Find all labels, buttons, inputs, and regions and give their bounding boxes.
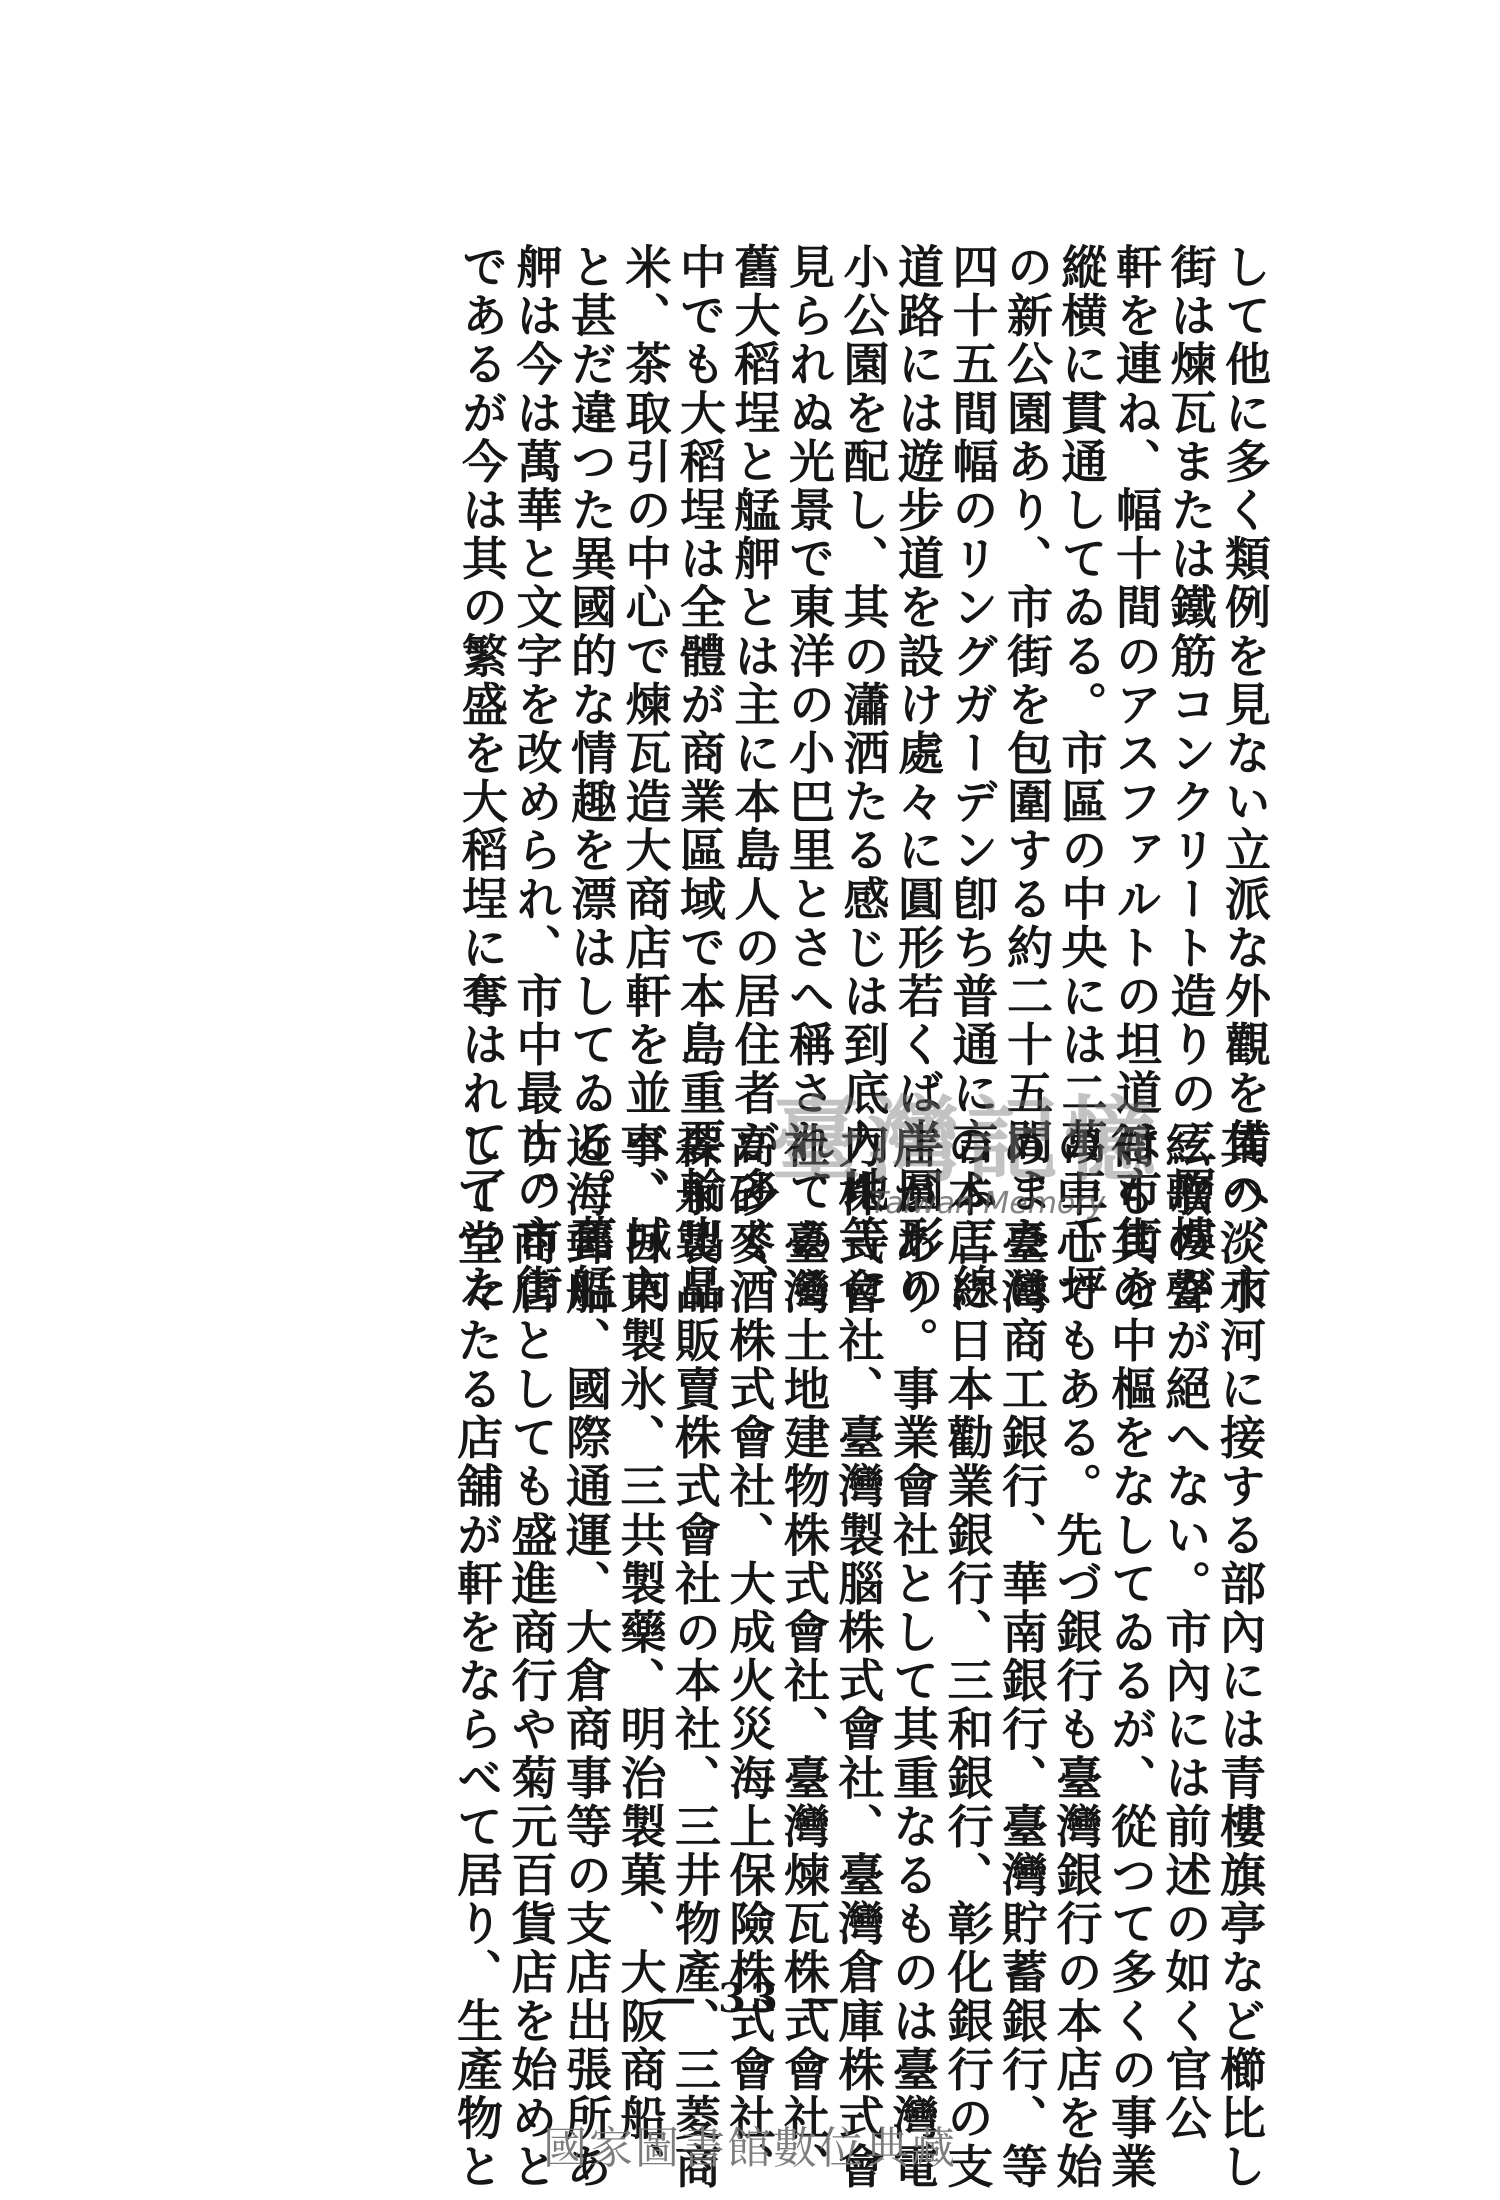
library-footer: 國家圖書館數位典藏 bbox=[543, 2123, 957, 2174]
text-column: 力株式會社、臺灣製腦株式會社、臺灣倉庫株式會 bbox=[831, 1122, 886, 2192]
text-column: 店があり。事業會社として其重なるものは臺灣電 bbox=[886, 1122, 940, 2192]
text-column: 米、茶取引の中心で煉瓦造大商店軒を並べ、城內 bbox=[618, 243, 673, 1313]
text-column: であるが今は其の繁盛を大稻埕に奪はれて了つた bbox=[455, 243, 509, 1313]
text-column: 中でも大稻埕は全體が商業區域で本島重要輸出品 bbox=[673, 243, 727, 1313]
text-column: 街は煉瓦または鐵筋コンクリート造りの三層樓が bbox=[1163, 243, 1218, 1313]
text-column: め、臺灣商工銀行、華南銀行、臺灣貯蓄銀行、等 bbox=[995, 1122, 1049, 2192]
text-column: と甚だ違つた異國的な情趣を漂はしてゐる。舊艋 bbox=[564, 243, 618, 1313]
text-column: 道路には遊步道を設け處々に圓形若くば半圓形の bbox=[891, 243, 945, 1313]
text-column: り。商店としても盛進商行や菊元百貨店を始めと bbox=[504, 1122, 559, 2192]
text-column: 軒を連ね、幅十間のアスファルトの坦道は市街を bbox=[1109, 243, 1163, 1313]
text-column: 縱横に貫通してゐる。市區の中央には二萬三千坪 bbox=[1054, 243, 1109, 1313]
text-column: 其の淡水河に接する部內には青樓旗亭など櫛比し bbox=[1213, 1122, 1267, 2192]
text-column: 小公園を配し、其の瀟洒たる感じは到底內地等に bbox=[836, 243, 891, 1313]
page-number: — 33 — bbox=[656, 1975, 844, 2022]
text-column: の新公園あり、市街を包圍する約二十五間または bbox=[1000, 243, 1054, 1313]
watermark-subtitle: Taiwan Memory bbox=[870, 1186, 1106, 1221]
text-column: 舺は今は萬華と文字を改められ、市中最古の市街 bbox=[509, 243, 564, 1313]
text-column: 四十五間幅のリングガーデン卽ち普通に言ふ三線 bbox=[945, 243, 1000, 1313]
text-column: 高砂麥酒株式會社、大成火災海上保險株式會社、 bbox=[722, 1122, 777, 2192]
text-column: 絃歌の聲が絕へない。市內には前述の如く官公 bbox=[1158, 1122, 1213, 2143]
text-column: して他に多く類例を見ない立派な外觀を備へ、市 bbox=[1218, 243, 1272, 1313]
text-column: 舊大稻埕と艋舺とは主に本島人の居住者が多く、 bbox=[727, 243, 782, 1313]
watermark bbox=[770, 1086, 1240, 1221]
text-column: 近海郵船、國際通運、大倉商事等の支店出張所あ bbox=[559, 1122, 613, 2192]
text-column: 社、臺灣土地建物株式會社、臺灣煉瓦株式會社、 bbox=[777, 1122, 831, 2192]
text-column: の中心でもある。先づ銀行も臺灣銀行の本店を始 bbox=[1049, 1122, 1104, 2192]
text-column: の本店に日本勸業銀行、三和銀行、彰化銀行の支 bbox=[940, 1122, 995, 2192]
watermark-title: 臺灣記憶 bbox=[770, 1086, 1163, 1194]
text-column: 衙も其の中樞をなしてゐるが、從つて多くの事業 bbox=[1104, 1122, 1158, 2192]
text-column: 見られぬ光景で東洋の小巴里とさへ稱されてゐる bbox=[782, 243, 836, 1313]
text-column: 森永製品販賣株式會社の本社、三井物產、三菱商 bbox=[668, 1122, 722, 2192]
text-column: して堂々たる店舖が軒をならべて居り、生產物と bbox=[450, 1122, 504, 2192]
text-column: 事、日東製氷、三共製藥、明治製菓、大阪商船、 bbox=[613, 1122, 668, 2192]
